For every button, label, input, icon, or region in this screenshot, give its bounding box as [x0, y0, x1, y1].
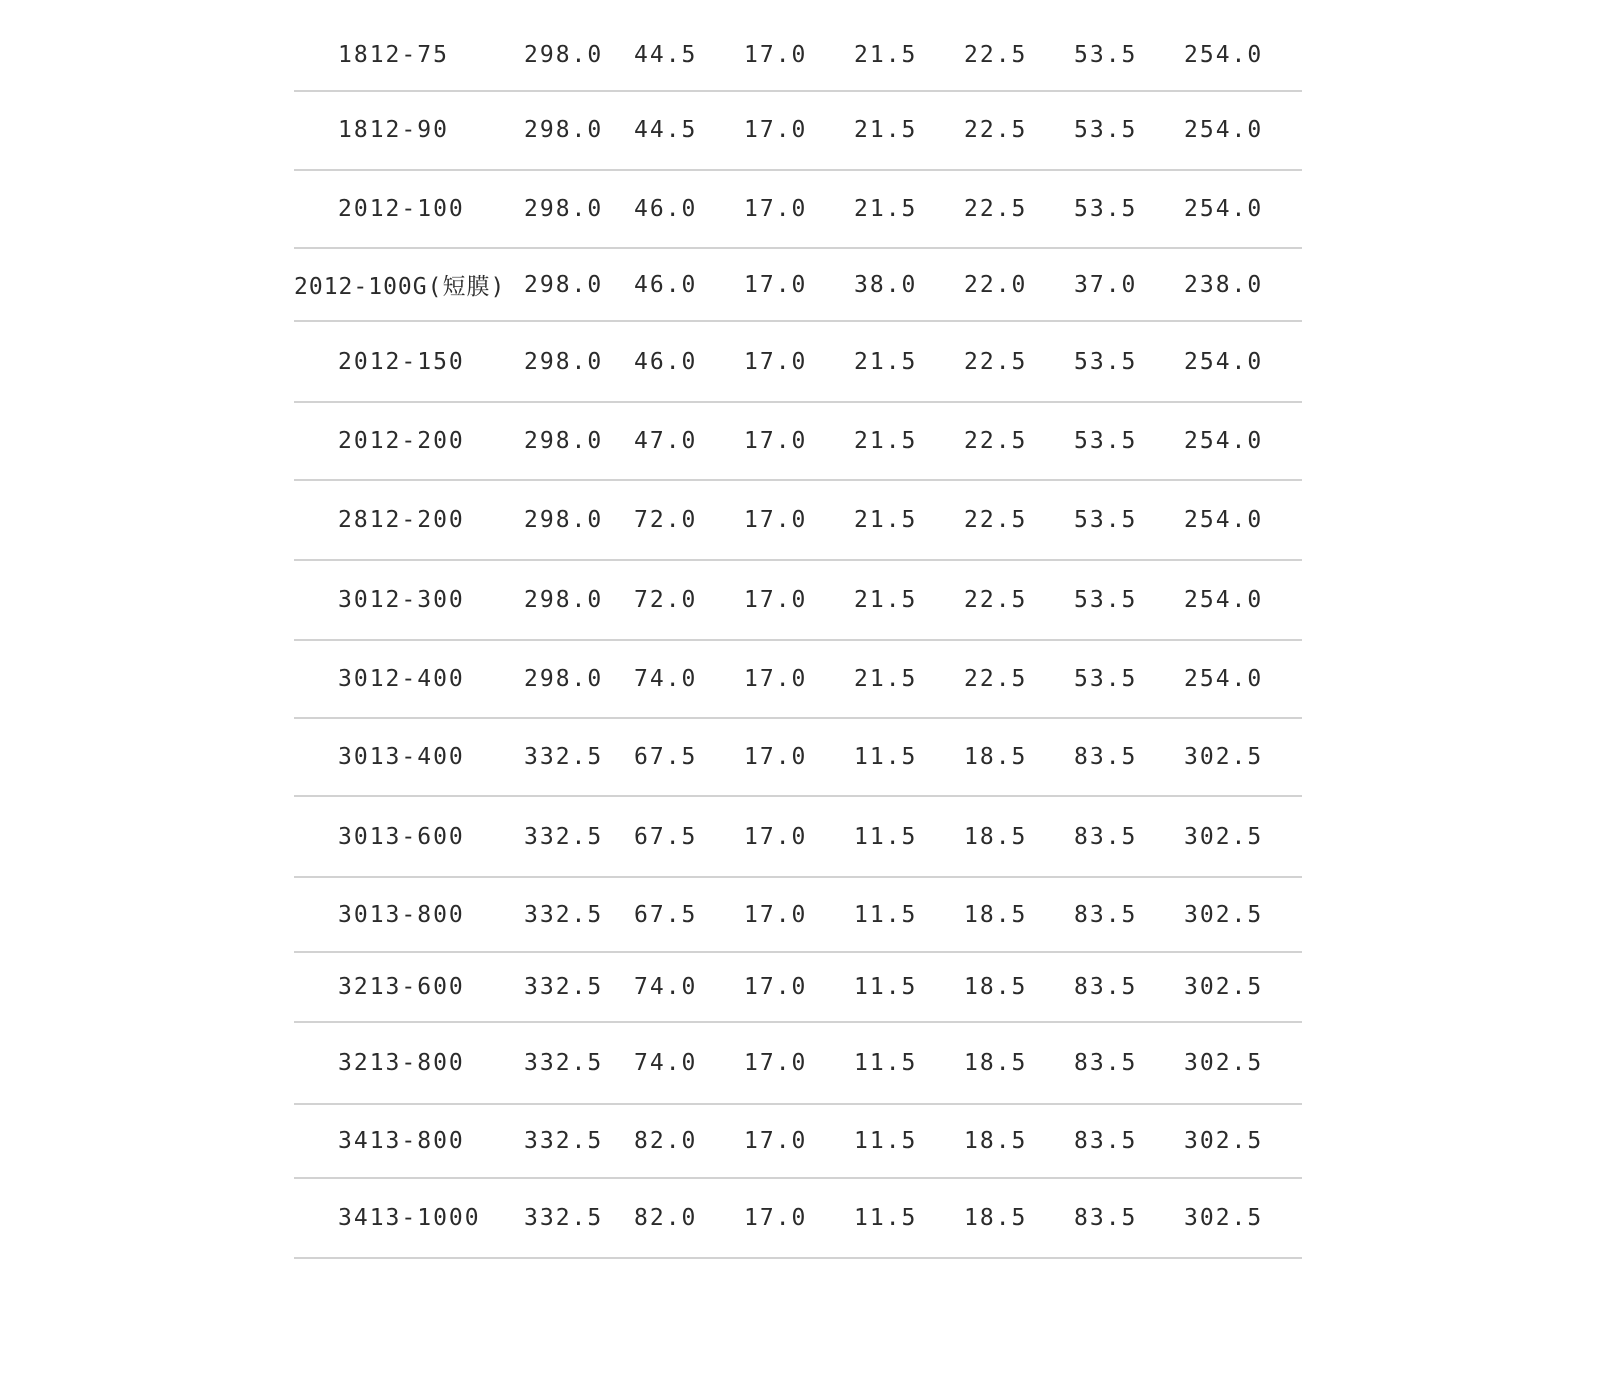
value-cell: 302.5: [1184, 901, 1264, 928]
model-cell: 2812-200: [338, 507, 465, 533]
value-cell: 238.0: [1184, 271, 1264, 298]
value-cell: 82.0: [634, 1205, 698, 1231]
value-cell: 18.5: [964, 974, 1028, 1000]
value-cell: 18.5: [964, 901, 1028, 928]
value-cell: 17.0: [744, 42, 808, 68]
value-cell: 53.5: [1074, 507, 1138, 533]
table-row: [294, 481, 1302, 561]
value-cell: 22.5: [964, 348, 1028, 375]
value-cell: 298.0: [524, 428, 604, 454]
model-cell: 2012-100: [338, 196, 465, 222]
value-cell: 302.5: [1184, 1050, 1264, 1076]
value-cell: 46.0: [634, 348, 698, 375]
value-cell: 332.5: [524, 901, 604, 928]
model-cell: 3213-800: [338, 1050, 465, 1076]
value-cell: 298.0: [524, 271, 604, 298]
table-row: [294, 1179, 1302, 1259]
model-cell: 2012-200: [338, 428, 465, 454]
value-cell: 18.5: [964, 823, 1028, 850]
value-cell: 72.0: [634, 507, 698, 533]
value-cell: 17.0: [744, 587, 808, 613]
value-cell: 298.0: [524, 666, 604, 692]
model-cell: 3013-600: [338, 823, 465, 850]
value-cell: 22.5: [964, 42, 1028, 68]
table-row: [294, 403, 1302, 481]
value-cell: 17.0: [744, 1128, 808, 1154]
value-cell: 74.0: [634, 974, 698, 1000]
value-cell: 83.5: [1074, 1128, 1138, 1154]
value-cell: 21.5: [854, 428, 918, 454]
model-cell: 3013-800: [338, 901, 465, 928]
value-cell: 11.5: [854, 974, 918, 1000]
value-cell: 22.5: [964, 666, 1028, 692]
value-cell: 332.5: [524, 823, 604, 850]
table-row: [294, 0, 1302, 92]
value-cell: 302.5: [1184, 1205, 1264, 1231]
value-cell: 17.0: [744, 348, 808, 375]
value-cell: 254.0: [1184, 348, 1264, 375]
value-cell: 22.5: [964, 196, 1028, 222]
value-cell: 298.0: [524, 507, 604, 533]
model-cell: 3013-400: [338, 744, 465, 770]
value-cell: 302.5: [1184, 974, 1264, 1000]
value-cell: 22.5: [964, 117, 1028, 143]
value-cell: 302.5: [1184, 1128, 1264, 1154]
model-cell: 2012-150: [338, 348, 465, 375]
value-cell: 254.0: [1184, 196, 1264, 222]
value-cell: 302.5: [1184, 744, 1264, 770]
value-cell: 11.5: [854, 823, 918, 850]
value-cell: 18.5: [964, 744, 1028, 770]
model-cell: 3012-400: [338, 666, 465, 692]
value-cell: 11.5: [854, 744, 918, 770]
table-row: [294, 91, 1302, 171]
value-cell: 21.5: [854, 666, 918, 692]
value-cell: 37.0: [1074, 271, 1138, 298]
value-cell: 254.0: [1184, 428, 1264, 454]
value-cell: 17.0: [744, 974, 808, 1000]
value-cell: 53.5: [1074, 196, 1138, 222]
value-cell: 17.0: [744, 271, 808, 298]
value-cell: 11.5: [854, 1050, 918, 1076]
value-cell: 18.5: [964, 1205, 1028, 1231]
value-cell: 254.0: [1184, 587, 1264, 613]
value-cell: 254.0: [1184, 666, 1264, 692]
value-cell: 67.5: [634, 823, 698, 850]
value-cell: 67.5: [634, 901, 698, 928]
model-cell: 1812-75: [338, 42, 449, 68]
value-cell: 17.0: [744, 744, 808, 770]
value-cell: 67.5: [634, 744, 698, 770]
value-cell: 17.0: [744, 1050, 808, 1076]
value-cell: 22.5: [964, 587, 1028, 613]
model-cell: 2012-100G(短膜): [294, 274, 506, 300]
model-cell: 3413-800: [338, 1128, 465, 1154]
value-cell: 46.0: [634, 271, 698, 298]
table-row: [294, 1023, 1302, 1105]
table-row: [294, 641, 1302, 719]
table-row: [294, 878, 1302, 953]
value-cell: 17.0: [744, 666, 808, 692]
value-cell: 83.5: [1074, 1050, 1138, 1076]
value-cell: 298.0: [524, 42, 604, 68]
value-cell: 72.0: [634, 587, 698, 613]
value-cell: 53.5: [1074, 587, 1138, 613]
value-cell: 17.0: [744, 507, 808, 533]
value-cell: 254.0: [1184, 507, 1264, 533]
value-cell: 21.5: [854, 348, 918, 375]
value-cell: 302.5: [1184, 823, 1264, 850]
value-cell: 74.0: [634, 1050, 698, 1076]
value-cell: 83.5: [1074, 974, 1138, 1000]
value-cell: 21.5: [854, 587, 918, 613]
table-row: [294, 561, 1302, 641]
value-cell: 18.5: [964, 1128, 1028, 1154]
value-cell: 17.0: [744, 196, 808, 222]
value-cell: 74.0: [634, 666, 698, 692]
table-row: [294, 953, 1302, 1023]
value-cell: 83.5: [1074, 901, 1138, 928]
value-cell: 254.0: [1184, 117, 1264, 143]
value-cell: 22.5: [964, 507, 1028, 533]
value-cell: 21.5: [854, 117, 918, 143]
value-cell: 332.5: [524, 974, 604, 1000]
value-cell: 17.0: [744, 1205, 808, 1231]
value-cell: 38.0: [854, 271, 918, 298]
value-cell: 53.5: [1074, 117, 1138, 143]
model-cell: 3413-1000: [338, 1205, 481, 1231]
model-cell: 3213-600: [338, 974, 465, 1000]
model-cell: 1812-90: [338, 117, 449, 143]
value-cell: 83.5: [1074, 823, 1138, 850]
value-cell: 332.5: [524, 1128, 604, 1154]
table-row: [294, 249, 1302, 322]
value-cell: 53.5: [1074, 428, 1138, 454]
value-cell: 332.5: [524, 1050, 604, 1076]
value-cell: 18.5: [964, 1050, 1028, 1076]
value-cell: 44.5: [634, 117, 698, 143]
value-cell: 254.0: [1184, 42, 1264, 68]
value-cell: 17.0: [744, 117, 808, 143]
value-cell: 82.0: [634, 1128, 698, 1154]
value-cell: 298.0: [524, 348, 604, 375]
value-cell: 11.5: [854, 1205, 918, 1231]
value-cell: 21.5: [854, 507, 918, 533]
value-cell: 47.0: [634, 428, 698, 454]
value-cell: 44.5: [634, 42, 698, 68]
value-cell: 53.5: [1074, 348, 1138, 375]
value-cell: 298.0: [524, 117, 604, 143]
value-cell: 21.5: [854, 42, 918, 68]
value-cell: 11.5: [854, 1128, 918, 1154]
table-row: [294, 322, 1302, 403]
value-cell: 21.5: [854, 196, 918, 222]
value-cell: 298.0: [524, 196, 604, 222]
value-cell: 83.5: [1074, 1205, 1138, 1231]
table-row: [294, 719, 1302, 797]
value-cell: 22.0: [964, 271, 1028, 298]
value-cell: 83.5: [1074, 744, 1138, 770]
value-cell: 17.0: [744, 901, 808, 928]
value-cell: 332.5: [524, 744, 604, 770]
value-cell: 332.5: [524, 1205, 604, 1231]
table-row: [294, 171, 1302, 249]
value-cell: 53.5: [1074, 666, 1138, 692]
value-cell: 53.5: [1074, 42, 1138, 68]
value-cell: 11.5: [854, 901, 918, 928]
table-row: [294, 797, 1302, 878]
table-row: [294, 1105, 1302, 1179]
value-cell: 46.0: [634, 196, 698, 222]
value-cell: 17.0: [744, 428, 808, 454]
model-cell: 3012-300: [338, 587, 465, 613]
value-cell: 17.0: [744, 823, 808, 850]
value-cell: 22.5: [964, 428, 1028, 454]
value-cell: 298.0: [524, 587, 604, 613]
